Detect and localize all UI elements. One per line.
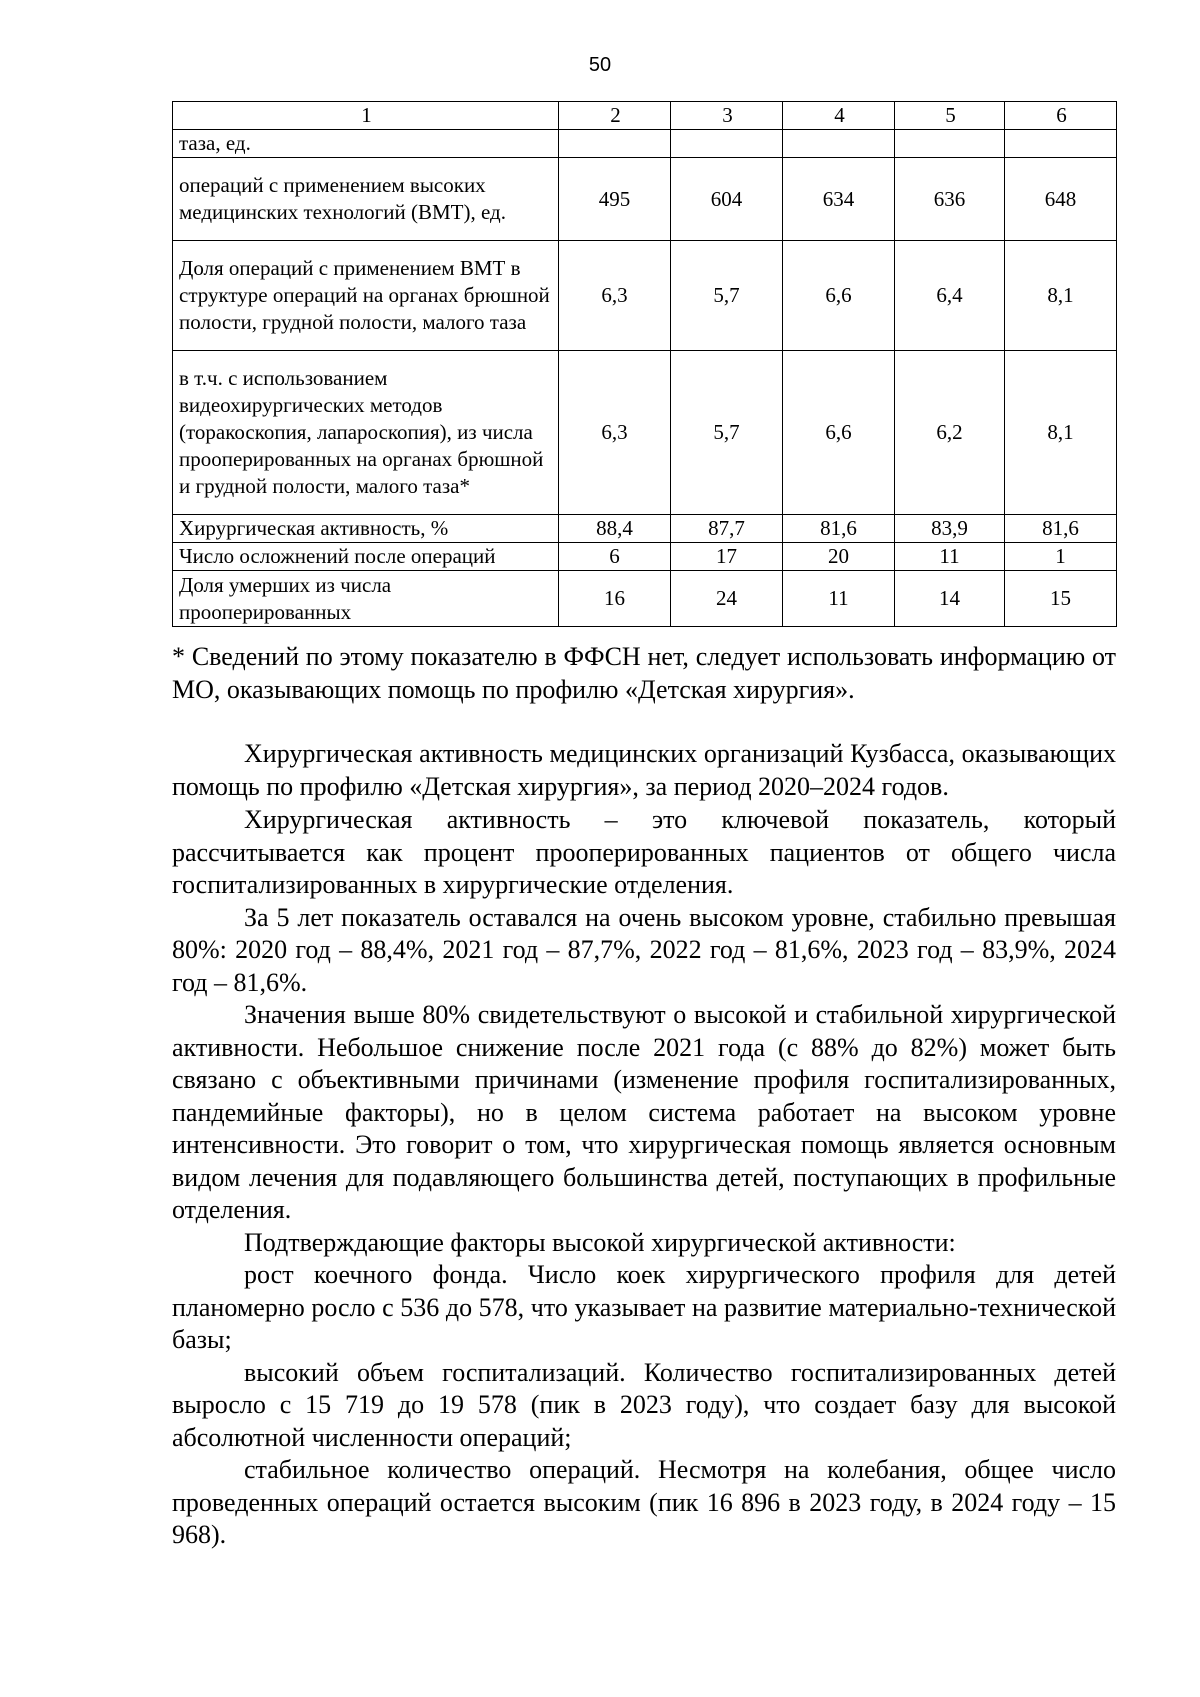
table-row (173, 158, 1117, 241)
table-cell: 6 (559, 543, 671, 571)
table-cell: 6,6 (783, 241, 895, 351)
column-header: 6 (1005, 102, 1117, 130)
table-cell: 604 (671, 158, 783, 241)
table-cell: 636 (895, 158, 1005, 241)
data-table (172, 101, 1117, 627)
table-cell: 11 (895, 543, 1005, 571)
table-cell (1005, 130, 1117, 158)
table-cell: 495 (559, 158, 671, 241)
table-cell: 20 (783, 543, 895, 571)
table-cell: 83,9 (895, 515, 1005, 543)
table-cell: 6,2 (895, 351, 1005, 515)
column-header: 2 (559, 102, 671, 130)
table-cell: 11 (783, 571, 895, 627)
table-cell: 6,4 (895, 241, 1005, 351)
row-label: операций с применением высоких медицинских технологий (ВМТ), ед. (173, 158, 559, 241)
table-cell (895, 130, 1005, 158)
table-cell: 5,7 (671, 351, 783, 515)
row-label: таза, ед. (173, 130, 559, 158)
table-header-row (173, 102, 1117, 130)
table-row (173, 351, 1117, 515)
table-cell: 8,1 (1005, 241, 1117, 351)
table-cell (559, 130, 671, 158)
row-label: Доля операций с применением ВМТ в структуре операций на органах брюшной полости, грудной полости, малого таза (173, 241, 559, 351)
paragraph: рост коечного фонда. Число коек хирургического профиля для детей планомерно росло с 536 до 578, что указывает на развитие материально-технической базы; (172, 1260, 1116, 1354)
table-cell: 17 (671, 543, 783, 571)
table-cell: 1 (1005, 543, 1117, 571)
table-footnote: * Сведений по этому показателю в ФФСН нет, следует использовать информацию от МО, оказывающих помощь по профилю «Детская хирургия». (172, 642, 1116, 704)
table-cell: 6,6 (783, 351, 895, 515)
paragraph: стабильное количество операций. Несмотря на колебания, общее число проведенных операций остается высоким (пик 16 896 в 2023 году, в 2024 году – 15 968). (172, 1455, 1116, 1549)
table-cell: 24 (671, 571, 783, 627)
table-cell: 5,7 (671, 241, 783, 351)
paragraph: Хирургическая активность – это ключевой показатель, который рассчитывается как процент прооперированных пациентов от общего числа госпитализированных в хирургические отделения. (172, 805, 1116, 899)
row-label: Число осложнений после операций (173, 543, 559, 571)
paragraph: высокий объем госпитализаций. Количество госпитализированных детей выросло с 15 719 до 19 578 (пик в 2023 году), что создает базу для высокой абсолютной численности операций; (172, 1357, 1116, 1452)
table-row (173, 241, 1117, 351)
table-cell: 81,6 (783, 515, 895, 543)
table-cell: 6,3 (559, 351, 671, 515)
row-label: Доля умерших из числа прооперированных (173, 571, 559, 627)
table-cell: 634 (783, 158, 895, 241)
paragraph: Значения выше 80% свидетельствуют о высокой и стабильной хирургической активности. Небольшое снижение после 2021 года (с 88% до 82%) может быть связано с объективными причинами (изменение профиля госпитализированных, пандемийные факторы), но в целом система работает на высоком уровне интенсивности. Это говорит о том, что хирургическая помощь является основным видом лечения для подавляющего большинства детей, поступающих в профильные отделения. (172, 1000, 1116, 1224)
column-header: 4 (783, 102, 895, 130)
table-row (173, 543, 1117, 571)
column-header: 3 (671, 102, 783, 130)
table-row (173, 130, 1117, 158)
page-number: 50 (588, 54, 612, 76)
table-cell (783, 130, 895, 158)
table-cell: 81,6 (1005, 515, 1117, 543)
table-cell: 8,1 (1005, 351, 1117, 515)
table-cell: 15 (1005, 571, 1117, 627)
body-text (172, 738, 1116, 1552)
table-row (173, 515, 1117, 543)
table-cell: 87,7 (671, 515, 783, 543)
paragraph: Хирургическая активность медицинских организаций Кузбасса, оказывающих помощь по профилю «Детская хирургия», за период 2020–2024 годов. (172, 739, 1116, 801)
row-label: в т.ч. с использованием видеохирургических методов (торакоскопия, лапароскопия), из числа прооперированных на органах брюшной и грудной полости, малого таза* (173, 351, 559, 515)
table-row (173, 571, 1117, 627)
paragraph: Подтверждающие факторы высокой хирургической активности: (244, 1227, 956, 1257)
paragraph: За 5 лет показатель оставался на очень высоком уровне, стабильно превышая 80%: 2020 год – 88,4%, 2021 год – 87,7%, 2022 год – 81,6%, 2023 год – 83,9%, 2024 год – 81,6%. (172, 902, 1116, 997)
table-cell: 88,4 (559, 515, 671, 543)
column-header: 5 (895, 102, 1005, 130)
row-label: Хирургическая активность, % (173, 515, 559, 543)
table-cell: 14 (895, 571, 1005, 627)
table-cell: 648 (1005, 158, 1117, 241)
table-cell: 6,3 (559, 241, 671, 351)
table-cell (671, 130, 783, 158)
column-header: 1 (173, 102, 559, 130)
table-cell: 16 (559, 571, 671, 627)
